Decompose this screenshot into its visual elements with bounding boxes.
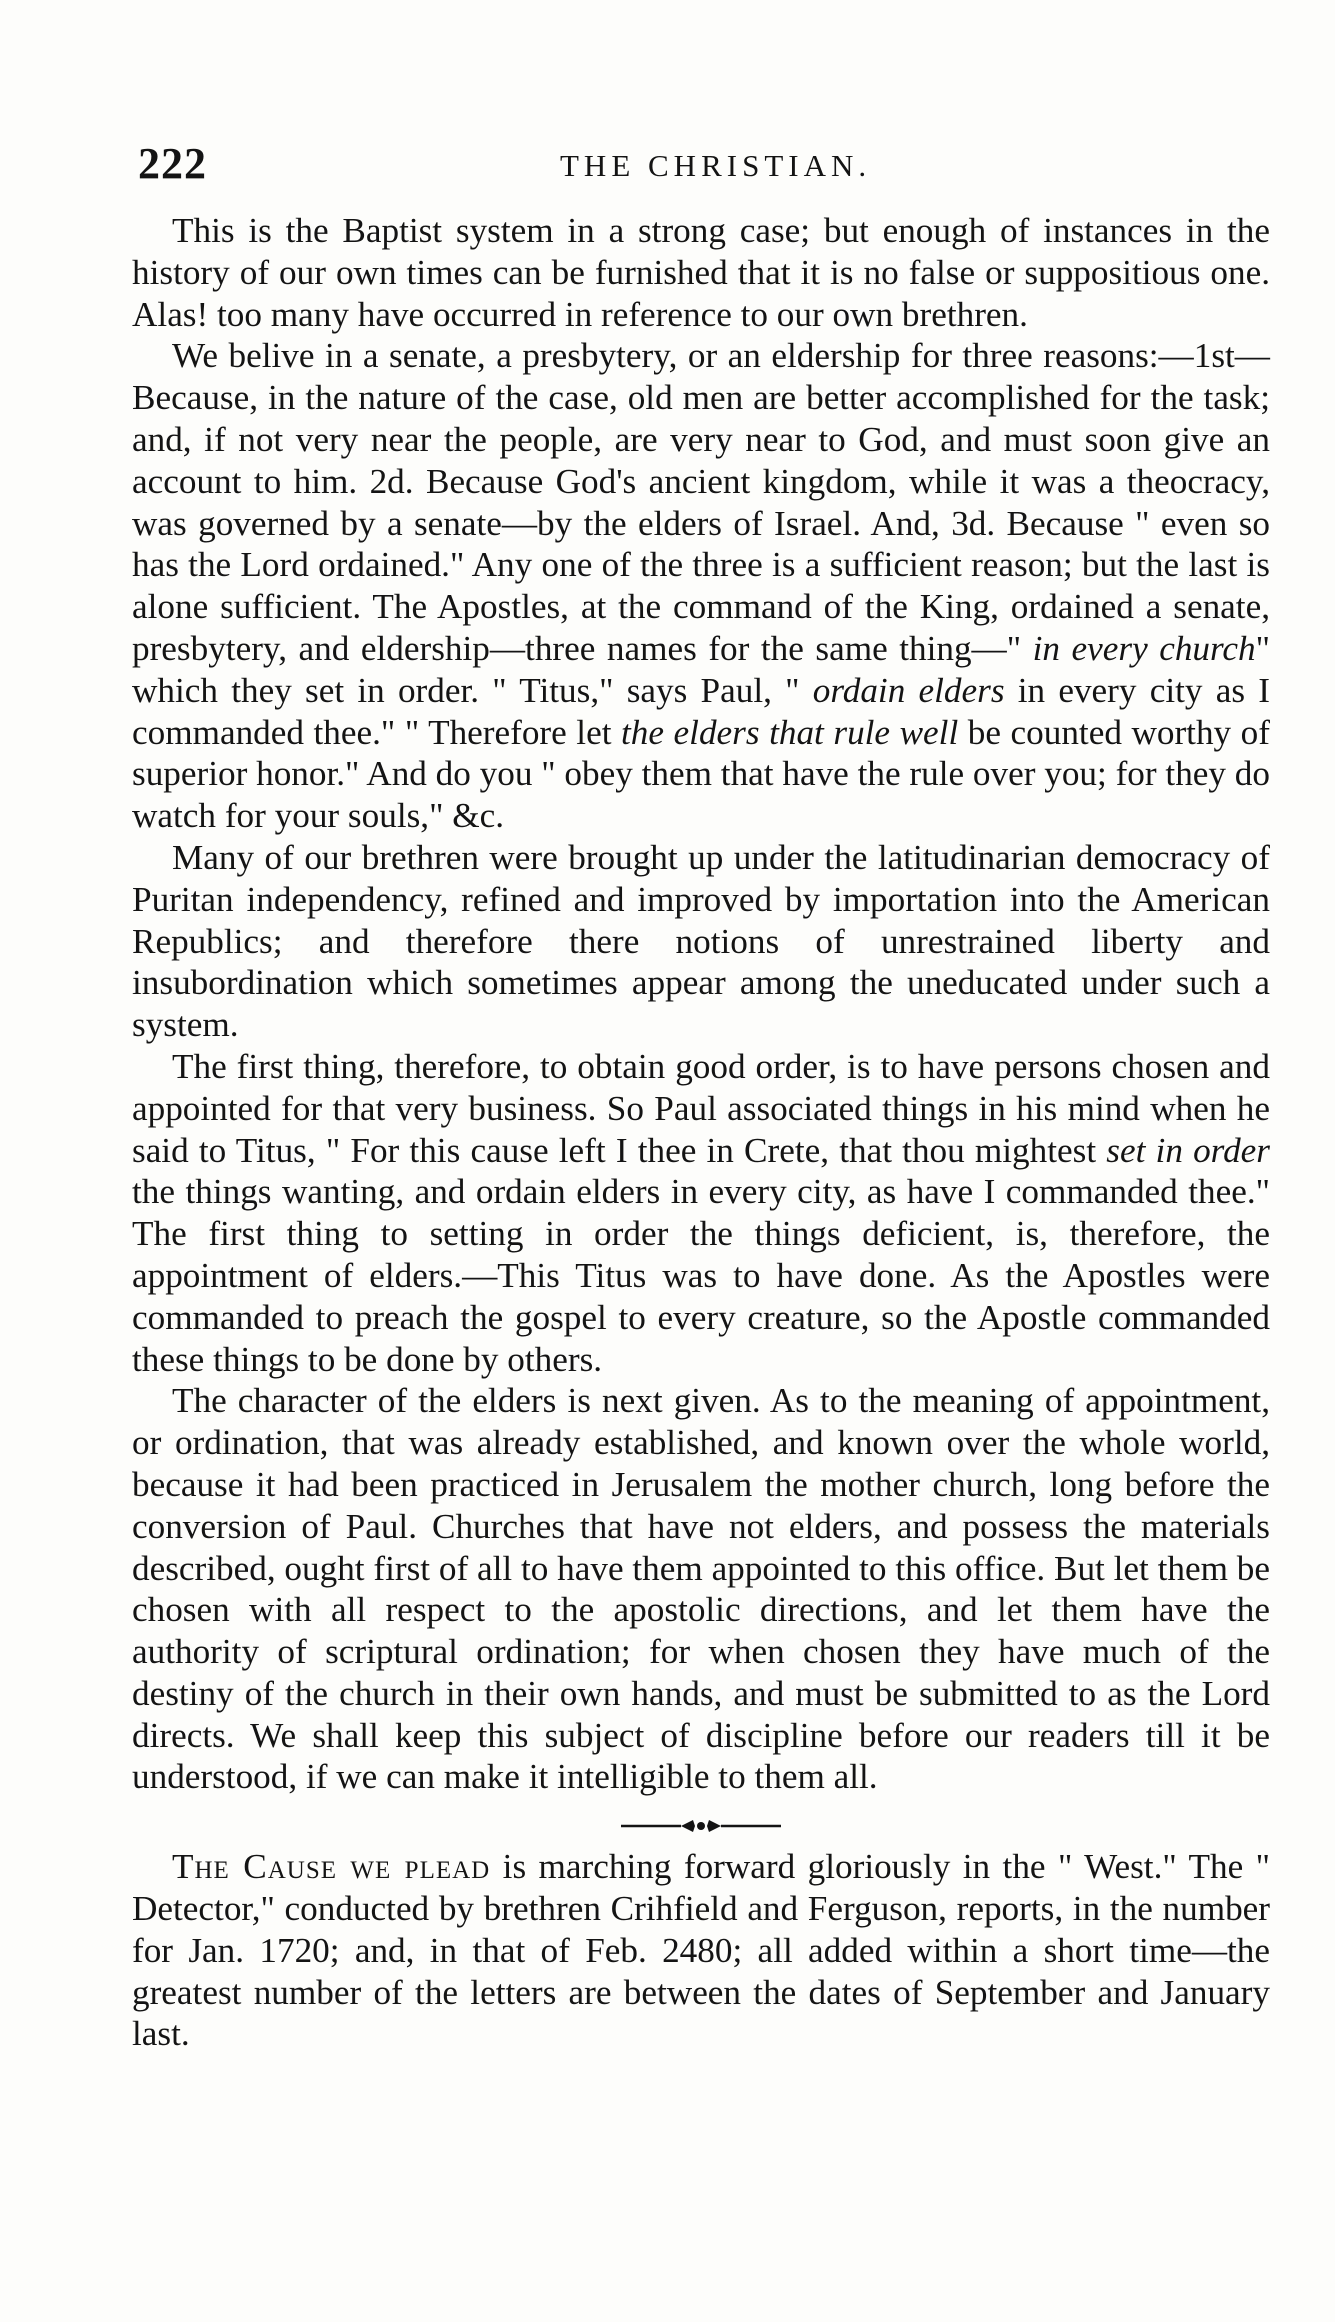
text-run: We belive in a senate, a presbytery, or an eldership for three reasons:—1st—Because, in the nature of the case, old men are better accomplished for the task; and, if not very near the people, are very near to God, and must soon give an account to him. 2d. Because God's ancient kingdom, while it was a theocracy, was governed by a senate—by the elders of Israel. And, 3d. Because " even so has the Lord ordained." Any one of the three is a sufficient reason; but the last is alone sufficient. The Apostles, at the command of the King, ordained a senate, presbytery, and eldership—three names for the same thing—" bbox=[132, 336, 1270, 668]
italic-phrase: the elders that rule well bbox=[621, 712, 959, 752]
text-run: The first thing, therefore, to obtain good order, is to have persons chosen and appointed for that very business. So Paul associated things in his mind when he said to Titus, " For this cause left I thee in Crete, that thou mightest bbox=[132, 1046, 1270, 1170]
body-text bbox=[132, 210, 1270, 2055]
text-run: be counted worthy of superior honor." And do you " obey them that have the rule over you; for they do watch for your souls," &c. bbox=[132, 712, 1270, 836]
page-number: 222 bbox=[138, 139, 207, 188]
page-header bbox=[138, 138, 1235, 198]
text-run: in every city as I commanded thee." " Therefore let bbox=[132, 670, 1270, 752]
paragraph-puritan-independency: Many of our brethren were brought up under the latitudinarian democracy of Puritan independency, refined and improved by importation into the American Republics; and therefore there notions of unrestrained liberty and insubordination which sometimes appear among the uneducated under such a system. bbox=[132, 837, 1270, 1045]
paragraph-cause-we-plead bbox=[132, 1846, 1270, 2055]
italic-phrase: in every church bbox=[1032, 628, 1256, 668]
text-run: " which they set in order. " Titus," says Paul, " bbox=[132, 628, 1270, 710]
running-title: THE CHRISTIAN. bbox=[560, 148, 872, 183]
paragraph-good-order bbox=[132, 1046, 1270, 1380]
section-divider bbox=[132, 1812, 1270, 1844]
italic-phrase: set in order bbox=[1106, 1130, 1270, 1170]
paragraph-senate-presbytery bbox=[132, 335, 1270, 837]
ornament-rule-icon bbox=[611, 1812, 791, 1840]
italic-phrase: ordain elders bbox=[812, 670, 1005, 710]
small-caps-lead: The Cause we plead bbox=[172, 1847, 491, 1887]
text-run: is marching forward gloriously in the " West." The " Detector," conducted by brethren Crihfield and Ferguson, reports, in the number for Jan. 1720; and, in that of Feb. 2480; all added within a short time—the greatest number of the letters are between the dates of September and January last. bbox=[132, 1847, 1270, 2054]
paragraph-baptist-system: This is the Baptist system in a strong case; but enough of instances in the history of our own times can be furnished that it is no false or suppositious one. Alas! too many have occurred in reference to our own brethren. bbox=[132, 211, 1270, 334]
text-run: the things wanting, and ordain elders in every city, as have I commanded thee." The first thing to setting in order the things deficient, is, therefore, the appointment of elders.—This Titus was to have done. As the Apostles were commanded to preach the gospel to every creature, so the Apostle commanded these things to be done by others. bbox=[132, 1172, 1270, 1379]
paragraph-character-of-elders: The character of the elders is next given. As to the meaning of appointment, or ordination, that was already established, and known over the whole world, because it had been practiced in Jerusalem the mother church, long before the conversion of Paul. Churches that have not elders, and possess the materials described, ought first of all to have them appointed to this office. But let them be chosen with all respect to the apostolic directions, and let them have the authority of scriptural ordination; for when chosen they have much of the destiny of the church in their own hands, and must be submitted to as the Lord directs. We shall keep this subject of discipline before our readers till it be understood, if we can make it intelligible to them all. bbox=[132, 1381, 1270, 1797]
